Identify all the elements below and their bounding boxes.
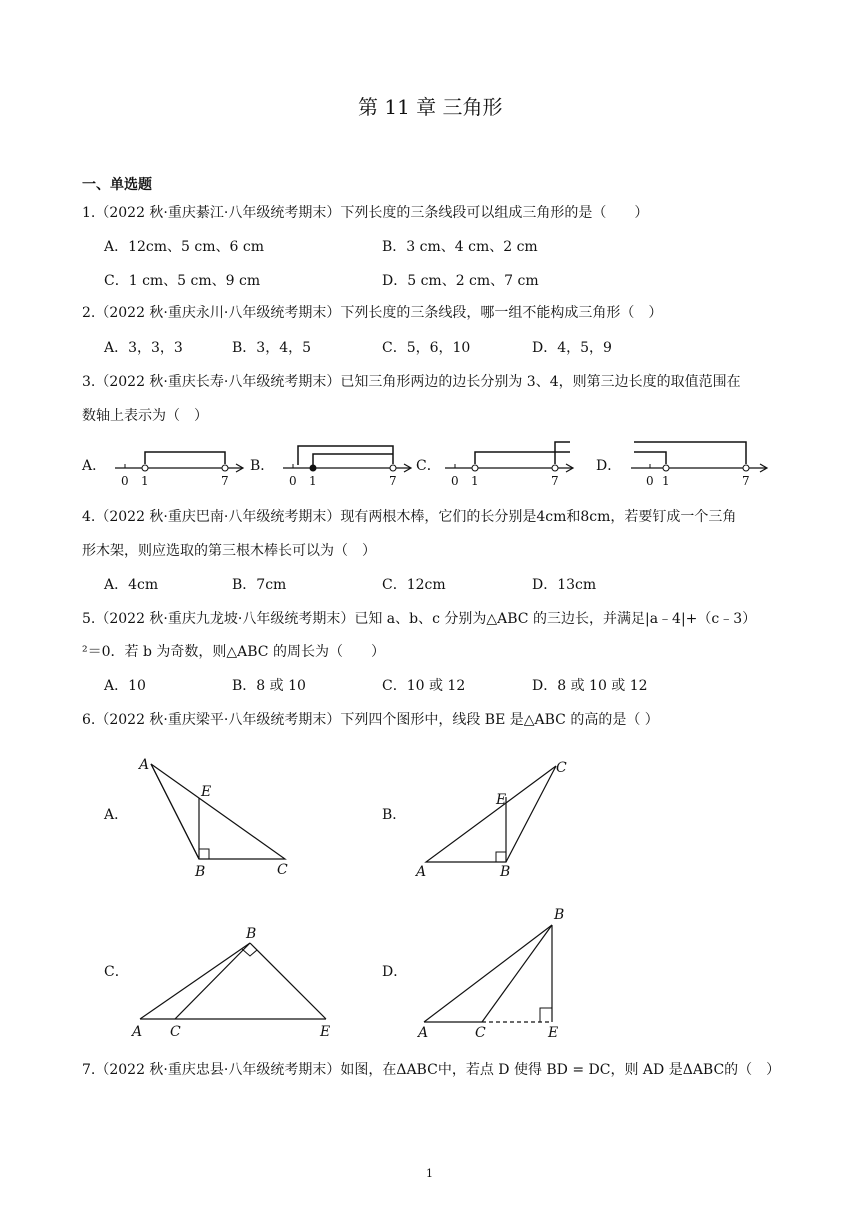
- label-e: E: [201, 784, 212, 800]
- q6-figure-b: [410, 752, 585, 882]
- question-7-stem: 7.（2022 秋·重庆忠县·八年级统考期末）如图，在ΔABC中，若点 D 使得 BD = DC，则 AD 是ΔABC的（ ）: [82, 1062, 781, 1078]
- tick-7: 7: [742, 474, 750, 488]
- label-c: C: [556, 760, 567, 776]
- q3-number-line-c: [440, 438, 580, 488]
- label-b: B: [554, 907, 565, 923]
- question-3-stem-line1: 3.（2022 秋·重庆长寿·八年级统考期末）已知三角形两边的边长分别为 3、4，则第三边长度的取值范围在: [82, 374, 741, 390]
- label-a: A: [416, 864, 427, 880]
- tick-7: 7: [221, 474, 229, 488]
- question-4-stem-line1: 4.（2022 秋·重庆巴南·八年级统考期末）现有两根木棒，它们的长分别是4cm和8cm，若要钉成一个三角: [82, 509, 737, 525]
- page-number: 1: [426, 1167, 433, 1180]
- question-5-stem-line2: ²＝0．若 b 为奇数，则△ABC 的周长为（ ）: [82, 644, 385, 660]
- question-6-stem: 6.（2022 秋·重庆梁平·八年级统考期末）下列四个图形中，线段 BE 是△ABC 的高的是（ ）: [82, 712, 659, 728]
- q4-option-d: D．13cm: [532, 577, 597, 593]
- tick-0: 0: [289, 474, 297, 488]
- q4-option-a: A．4cm: [104, 577, 159, 593]
- q5-option-a: A．10: [104, 678, 146, 694]
- q6-option-b-label: B．: [382, 807, 407, 823]
- q3-number-line-d: [626, 438, 776, 488]
- label-e: E: [496, 792, 507, 808]
- tick-1: 1: [309, 474, 317, 488]
- label-e: E: [320, 1024, 331, 1040]
- q6-option-d-label: D．: [382, 964, 408, 980]
- label-a: A: [132, 1024, 143, 1040]
- q1-option-b: B．3 cm、4 cm、2 cm: [382, 239, 538, 255]
- q6-figure-d: [412, 905, 587, 1045]
- q3-option-b-label: B．: [250, 458, 275, 474]
- question-1-stem: 1.（2022 秋·重庆綦江·八年级统考期末）下列长度的三条线段可以组成三角形的是（ ）: [82, 205, 649, 221]
- q5-option-b: B．8 或 10: [232, 678, 306, 694]
- label-c: C: [475, 1025, 486, 1041]
- label-b: B: [500, 864, 511, 880]
- label-b: B: [246, 926, 257, 942]
- label-c: C: [277, 862, 288, 878]
- q2-option-d: D．4，5，9: [532, 340, 612, 356]
- tick-0: 0: [646, 474, 654, 488]
- q3-option-d-label: D．: [596, 458, 622, 474]
- q1-option-a: A．12cm、5 cm、6 cm: [104, 239, 264, 255]
- tick-7: 7: [389, 474, 397, 488]
- tick-0: 0: [451, 474, 459, 488]
- q5-option-c: C．10 或 12: [382, 678, 466, 694]
- tick-0: 0: [121, 474, 129, 488]
- q4-option-c: C．12cm: [382, 577, 446, 593]
- tick-1: 1: [471, 474, 479, 488]
- q2-option-a: A．3，3，3: [104, 340, 183, 356]
- label-a: A: [139, 757, 150, 773]
- q1-option-d: D．5 cm、2 cm、7 cm: [382, 273, 539, 289]
- page-title: 第 11 章 三角形: [358, 95, 503, 119]
- question-2-stem: 2.（2022 秋·重庆永川·八年级统考期末）下列长度的三条线段，哪一组不能构成三角形（ ）: [82, 305, 663, 321]
- q3-number-line-a: [110, 438, 250, 488]
- tick-1: 1: [141, 474, 149, 488]
- label-e: E: [548, 1025, 559, 1041]
- q5-option-d: D．8 或 10 或 12: [532, 678, 648, 694]
- label-a: A: [418, 1025, 429, 1041]
- tick-1: 1: [662, 474, 670, 488]
- q4-option-b: B．7cm: [232, 577, 287, 593]
- label-b: B: [195, 864, 206, 880]
- question-4-stem-line2: 形木架，则应选取的第三根木棒长可以为（ ）: [82, 543, 376, 559]
- q3-number-line-b: [278, 438, 418, 488]
- q3-option-a-label: A．: [82, 458, 107, 474]
- q1-option-c: C．1 cm、5 cm、9 cm: [104, 273, 261, 289]
- q6-figure-c: [130, 925, 345, 1045]
- q3-option-c-label: C．: [416, 458, 441, 474]
- q6-figure-a: [135, 752, 305, 882]
- question-3-stem-line2: 数轴上表示为（ ）: [82, 408, 208, 424]
- q2-option-b: B．3，4，5: [232, 340, 312, 356]
- q6-option-a-label: A．: [104, 807, 129, 823]
- q6-option-c-label: C．: [104, 964, 129, 980]
- section-heading: 一、单选题: [82, 177, 152, 193]
- label-c: C: [170, 1024, 181, 1040]
- q2-option-c: C．5，6，10: [382, 340, 471, 356]
- tick-7: 7: [551, 474, 559, 488]
- question-5-stem-line1: 5.（2022 秋·重庆九龙坡·八年级统考期末）已知 a、b、c 分别为△ABC 的三边长，并满足|a﹣4|+（c﹣3）: [82, 611, 757, 627]
